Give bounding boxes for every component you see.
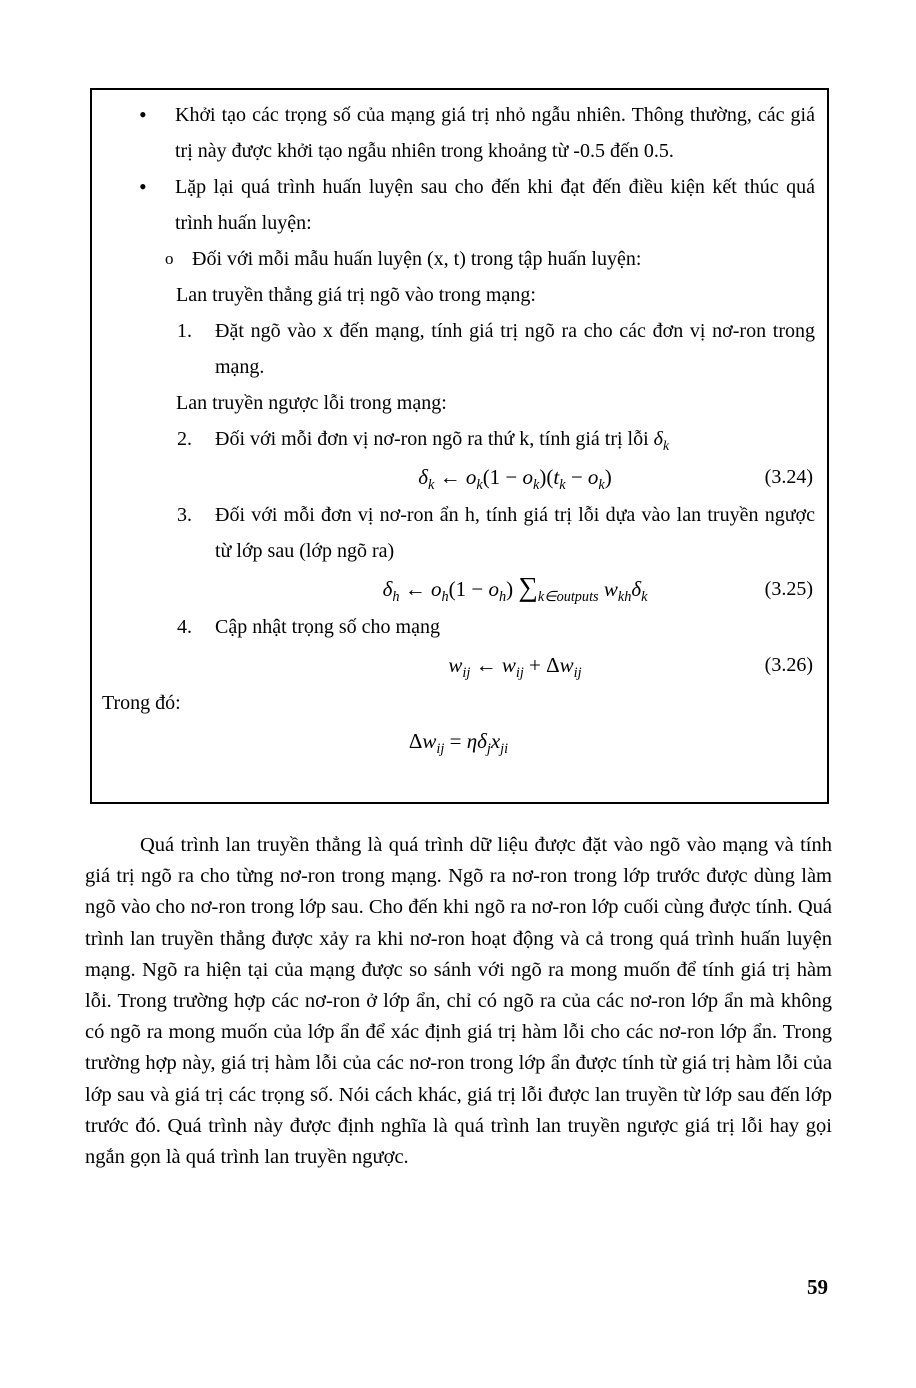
label-text: Lan truyền ngược lỗi trong mạng:: [176, 392, 447, 414]
equation-delta-rule: [102, 721, 815, 761]
step-3: [177, 497, 815, 569]
step-text: [215, 428, 669, 453]
step-text: Đặt ngõ vào x đến mạng, tính giá trị ngõ ra cho các đơn vị nơ-ron trong mạng.: [215, 320, 815, 378]
bullet-item-text: Lặp lại quá trình huấn luyện sau cho đến khi đạt đến điều kiện kết thúc quá trình huấn luyện:: [175, 176, 815, 234]
equation-number: (3.25): [764, 578, 813, 600]
step-number: 1.: [177, 320, 192, 342]
body-paragraph: Quá trình lan truyền thẳng là quá trình dữ liệu được đặt vào ngõ vào mạng và tính giá trị ngõ ra cho từng nơ-ron trong mạng. Ngõ ra nơ-ron trong lớp trước được dùng làm ngõ vào cho nơ-ron trong lớp sau. Cho đến khi ngõ ra nơ-ron lớp cuối cùng được tính. Quá trình lan truyền thẳng được xảy ra khi nơ-ron hoạt động và cả trong quá trình huấn luyện mạng. Ngõ ra hiện tại của mạng được so sánh với ngõ ra mong muốn để tính giá trị hàm lỗi. Trong trường hợp các nơ-ron ở lớp ẩn, chỉ có ngõ ra của các nơ-ron lớp ẩn mà không có ngõ ra mong muốn của lớp ẩn để xác định giá trị hàm lỗi cho các nơ-ron lớp ẩn. Trong trường hợp này, giá trị hàm lỗi của các nơ-ron trong lớp ẩn được tính từ giá trị hàm lỗi của lớp sau và giá trị các trọng số. Nói cách khác, giá trị lỗi được lan truyền từ lớp sau đến lớp trước đó. Quá trình này được định nghĩa là quá trình lan truyền ngược giá trị lỗi hay gọi ngắn gọn là quá trình lan truyền ngược.: [85, 834, 832, 1169]
algorithm-box: [90, 88, 829, 804]
equation-number: (3.26): [764, 654, 813, 676]
label-text: Trong đó:: [102, 692, 181, 714]
step-1: [177, 313, 815, 385]
equation-3-25: [215, 569, 815, 609]
page-number: 59: [807, 1275, 828, 1299]
equation-body: $w_{ij}$ ← $w_{ij} + \Delta w_{ij}$: [448, 653, 582, 682]
equation-body: $\delta_h$ ← $o_h(1 - o_h)$ $\sum_{k\in outputs}$ $w_{kh}\delta_k$: [382, 572, 648, 606]
equation-body: $\delta_k$ ← $o_k(1 - o_k)(t_k - o_k)$: [418, 465, 612, 494]
step-2: [177, 421, 815, 457]
backward-propagation-label: [176, 385, 815, 421]
step-text-body: Đối với mỗi đơn vị nơ-ron ngõ ra thứ k, tính giá trị lỗi: [215, 428, 654, 450]
where-label: [102, 685, 815, 721]
step-number: 2.: [177, 428, 192, 450]
label-text: Lan truyền thẳng giá trị ngõ vào trong mạng:: [176, 284, 536, 306]
step-text: Cập nhật trọng số cho mạng: [215, 616, 440, 638]
equation-3-26: [215, 645, 815, 685]
forward-propagation-label: [176, 277, 815, 313]
step-number: 3.: [177, 504, 192, 526]
sub-bullet-text: Đối với mỗi mẫu huấn luyện (x, t) trong tập huấn luyện:: [192, 248, 642, 270]
bullet-icon: •: [139, 102, 147, 127]
delta-k-symbol: $\delta_k$: [653, 428, 669, 453]
equation-3-24: [215, 457, 815, 497]
step-number: 4.: [177, 616, 192, 638]
bullet-item-training-loop: [139, 169, 815, 241]
bullet-icon: •: [139, 174, 147, 199]
equation-body: $\Delta w_{ij} = \eta\delta_jx_{ji}$: [408, 729, 509, 758]
bullet-item-init-weights: [139, 97, 815, 169]
step-4: [177, 609, 815, 645]
step-text: Đối với mỗi đơn vị nơ-ron ẩn h, tính giá trị lỗi dựa vào lan truyền ngược từ lớp sau (lớp ngõ ra): [215, 504, 815, 562]
equation-number: (3.24): [764, 466, 813, 488]
sub-bullet-training-sample: [165, 241, 815, 277]
circle-bullet-icon: o: [165, 249, 174, 268]
bullet-item-text: Khởi tạo các trọng số của mạng giá trị nhỏ ngẫu nhiên. Thông thường, các giá trị này được khởi tạo ngẫu nhiên trong khoảng từ -0.5 đến 0.5.: [175, 104, 815, 162]
